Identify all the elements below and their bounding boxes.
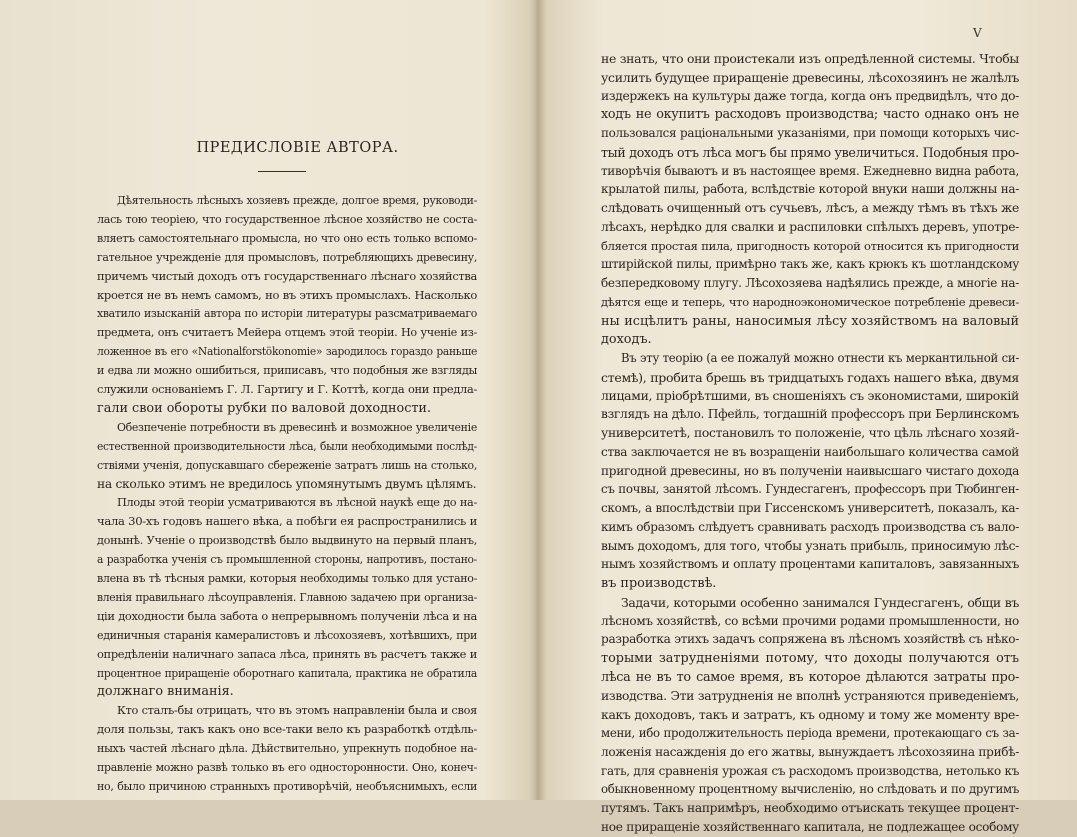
text-line: предмета, онъ считаетъ Мейера отцемъ этой теорiи. Но ученiе из-: [97, 326, 477, 340]
text-line: процентное приращенiе оборотнаго капитала, практика не обратила: [97, 666, 477, 680]
text-line: вымъ доходомъ, для того, чтобы узнать прибыль, приносимую лѣс-: [601, 538, 1019, 553]
text-line: ствiями ученiя, допускавшаго сбереженiе затратъ лишь на столько,: [97, 458, 477, 472]
text-line: стемѣ), пробита брешь въ тридцатыхъ годахъ нашего вѣка, двумя: [601, 369, 1019, 385]
text-line: Въ эту теорiю (а ее пожалуй можно отнести къ меркантильной си-: [621, 351, 1019, 365]
text-line: путямъ. Такъ напримѣръ, необходимо отъискать текущее процент-: [601, 801, 1019, 815]
text-line: не знать, что они проистекали изъ опредѣленной системы. Чтобы: [601, 51, 1019, 66]
text-line: влена въ тѣ тѣсныя рамки, которыя необходимы только для устано-: [97, 572, 477, 585]
text-line: естественной производительности лѣса, были необходимыми послѣд-: [97, 439, 477, 453]
text-line: университетѣ, постановилъ то положенiе, что цѣль лѣснаго хозяй-: [601, 426, 1019, 440]
text-line: лѣсномъ хозяйствѣ, со всѣми прочими родами промышленности, но: [601, 613, 1019, 628]
text-line: Плоды этой теорiи усматриваются въ лѣсной наукѣ еще до на-: [117, 496, 477, 510]
text-line: чала 30-хъ годовъ нашего вѣка, а побѣги ея распространились и: [97, 514, 477, 529]
text-line: хватило изысканiй автора по исторiи литературы разсматриваемаго: [97, 307, 477, 321]
text-line: правленiе можно развѣ только въ его односторонности. Оно, конеч-: [97, 761, 477, 774]
text-line: ложенное въ его «Nationalforstökonomie» зародилось гораздо раньше: [97, 345, 477, 359]
text-line: должнаго вниманiя.: [97, 684, 234, 700]
text-line: опредѣленiи наличнаго запаса лѣса, принять въ расчетъ также и: [97, 646, 477, 661]
text-line: штирiйской пилы, примѣрно такъ же, какъ крюкъ къ шотландскому: [601, 257, 1019, 272]
text-line: Задачи, которыми особенно занимался Гундесгагенъ, общи въ: [621, 594, 1019, 610]
text-line: Обезпеченiе потребности въ древесинѣ и возможное увеличенiе: [117, 420, 477, 434]
text-line: обыкновенному процентному вычисленiю, но слѣдовать и по другимъ: [601, 782, 1019, 797]
text-line: мени, ибо продолжительность перiода времени, протекающаго съ за-: [601, 726, 1019, 740]
text-line: пользовался рацiональными указанiями, при помощи которыхъ чис-: [601, 126, 1019, 140]
text-line: бляется простая пила, пригодность которой относится къ пригодности: [601, 238, 1019, 253]
page-number: V: [973, 26, 982, 40]
text-line: какъ доходовъ, такъ и затратъ, къ одному и тому же моменту вре-: [601, 707, 1019, 723]
text-line: издержекъ на культуры даже тогда, когда онъ предвидѣлъ, что до-: [601, 88, 1019, 103]
text-line: съ почвы, занятой лѣсомъ. Гундесгагенъ, профессоръ при Тюбинген-: [601, 482, 1019, 497]
text-line: лась тою теорiею, что государственное лѣсное хозяйство не соста-: [97, 212, 477, 226]
page-heading: ПРЕДИСЛОВIЕ АВТОРА.: [196, 140, 399, 156]
text-line: ходъ не окупитъ расходовъ производства; часто однако онъ не: [601, 107, 1019, 123]
text-line: пригодной древесины, но въ полученiи наивысшаго чистаго дохода: [601, 463, 1019, 478]
text-line: единичныя старанiя камералистовъ и лѣсохозяевъ, хотѣвшихъ, при: [97, 628, 477, 642]
text-line: гательное учрежденiе для промысловъ, потребляющихъ древесину,: [97, 250, 477, 264]
text-line: Дѣятельность лѣсныхъ хозяевъ прежде, долгое время, руководи-: [117, 194, 477, 207]
text-line: лѣсахъ, нерѣдко для свалки и распиловки спѣлыхъ деревъ, употре-: [601, 219, 1019, 234]
text-line: крылатой пилы, работа, вслѣдствiе которой внуки наши должны на-: [601, 182, 1019, 197]
text-line: взглядъ на дѣло. Пфейль, тогдашнiй профессоръ при Берлинскомъ: [601, 407, 1019, 422]
text-line: донынѣ. Ученiе о производствѣ было выдвинуто на первый планъ,: [97, 534, 477, 548]
heading-rule: [258, 171, 306, 172]
text-line: изводства. Эти затрудненiя не вполнѣ устраняются приведенiемъ,: [601, 688, 1019, 703]
text-line: гали свои обороты рубки по валовой доходности.: [97, 400, 432, 416]
text-line: слѣдовать очищенный отъ сучьевъ, лѣсъ, а между тѣмъ въ тѣхъ же: [601, 201, 1019, 215]
text-line: цiи доходности была забота о непрерывномъ полученiи лѣса и на: [97, 608, 477, 623]
text-line: доходъ.: [601, 332, 652, 348]
right-page: [538, 0, 1077, 834]
text-line: гать, для сравненiя урожая съ расходомъ производства, нетолько къ: [601, 763, 1019, 778]
text-line: лицами, прiобрѣтшими, въ сношенiяхъ съ экономистами, широкiй: [601, 388, 1019, 403]
text-line: кроется не въ немъ самомъ, но въ этихъ промыслахъ. Насколько: [97, 287, 477, 302]
left-page: [0, 0, 538, 800]
text-line: ства заключается не въ возращенiи наибольшаго количества самой: [601, 444, 1019, 459]
text-line: тый доходъ отъ лѣса могъ бы прямо увеличиться. Подобныя про-: [601, 144, 1019, 160]
text-line: скомъ, а впослѣдствiи при Гиссенскомъ университетѣ, показалъ, ка-: [601, 501, 1019, 515]
text-line: причемъ чистый доходъ отъ государственнаго лѣснаго хозяйства: [97, 268, 477, 283]
text-line: Кто сталъ-бы отрицать, что въ этомъ направленiи была и своя: [117, 703, 477, 718]
text-line: кимъ образомъ слѣдуетъ сравнивать расходъ производства съ вало-: [601, 519, 1019, 534]
text-line: ныхъ частей лѣснаго дѣла. Дѣйствительно, упрекнуть подобное на-: [97, 742, 477, 756]
text-line: нымъ хозяйствомъ и оплату процентами капиталовъ, завязанныхъ: [601, 557, 1019, 572]
text-line: а разработка ученiя съ промышленной стороны, напротивъ, постано-: [97, 553, 477, 567]
text-line: разработка этихъ задачъ сопряжена въ лѣсномъ хозяйствѣ съ нѣко-: [601, 632, 1019, 647]
text-line: вляетъ самостоятельнаго промысла, но что оно есть только вспомо-: [97, 231, 477, 245]
text-line: но, было причиною странныхъ противорѣчiй, необъяснимыхъ, если: [97, 779, 477, 793]
text-line: на сколько этимъ не вредилось упомянутымъ двумъ цѣлямъ.: [97, 476, 477, 491]
text-line: лѣса не въ то самое время, въ которое дѣлаются затраты про-: [601, 669, 1019, 685]
text-line: торыми затрудненiями потому, что доходы получаются отъ: [601, 651, 1019, 666]
text-line: вленiя правильнаго лѣсоуправленiя. Главною задачею при организа-: [97, 590, 477, 604]
text-line: ложенiя насажденiя до его жатвы, вынуждаетъ лѣсохозяина прибѣ-: [601, 744, 1019, 759]
text-line: и едва ли можно ошибиться, приписавъ, что подобныя же взгляды: [97, 364, 477, 378]
text-line: дѣятся еще и теперь, что народноэкономическое потребленiе древеси-: [601, 294, 1019, 309]
text-line: служили основанiемъ Г. Л. Гартигу и Г. Коттѣ, когда они предла-: [97, 382, 477, 396]
text-line: усилить будущее приращенiе древесины, лѣсохозяинъ не жалѣлъ: [601, 69, 1020, 85]
text-line: тиворѣчiя бываютъ и въ настоящее время. Ежедневно видна работа,: [601, 163, 1019, 178]
text-line: ны исцѣлитъ раны, наносимыя лѣсу хозяйствомъ на валовый: [601, 313, 1019, 329]
text-line: въ производствѣ.: [601, 576, 717, 591]
text-line: ное приращенiе хозяйственнаго капитала, не подлежащее особому: [601, 819, 1019, 834]
text-line: доля пользы, такъ какъ оно все-таки вело къ разработкѣ отдѣль-: [97, 722, 477, 737]
text-line: безпередковому плугу. Лѣсохозяева надѣялись прежде, а многiе на-: [601, 276, 1019, 290]
